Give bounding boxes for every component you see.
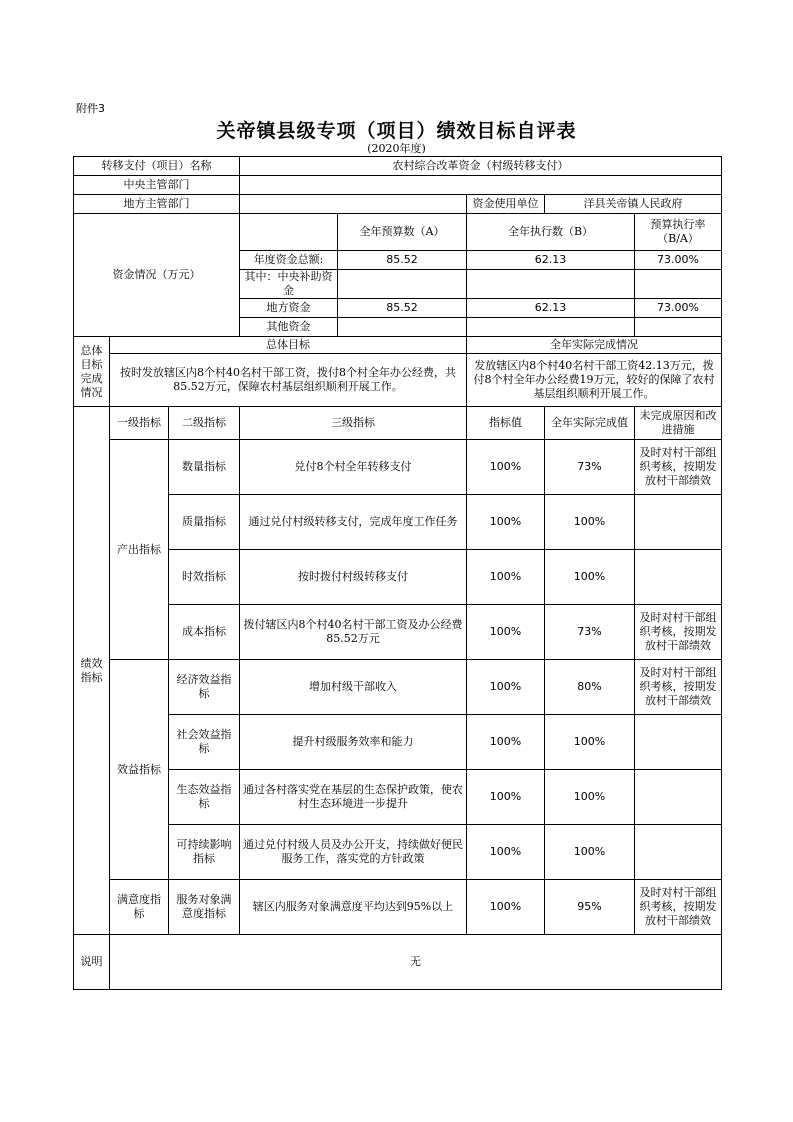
funds-row-budget: 85.52 (338, 251, 467, 270)
indicators-header-level1: 一级指标 (110, 407, 169, 440)
indicator-reason (635, 825, 722, 880)
funds-header-budget: 全年预算数（A） (338, 214, 467, 251)
goals-actual-header: 全年实际完成情况 (467, 337, 722, 354)
goals-actual-text: 发放辖区内8个村40名村干部工资42.13万元，拨付8个村全年办公经费19万元，较好的保障了农村基层组织顺利开展工作。 (467, 354, 722, 407)
indicator-reason: 及时对村干部组织考核，按期发放村干部绩效 (635, 440, 722, 495)
group-benefit: 效益指标 (110, 660, 169, 880)
indicator-target: 100% (467, 880, 545, 935)
indicator-level2: 质量指标 (169, 495, 240, 550)
indicator-target: 100% (467, 495, 545, 550)
indicator-level3: 拨付辖区内8个村40名村干部工资及办公经费85.52万元 (240, 605, 467, 660)
indicator-target: 100% (467, 605, 545, 660)
indicator-target: 100% (467, 660, 545, 715)
page-title: 关帝镇县级专项（项目）绩效目标自评表 (216, 120, 577, 142)
group-satisfaction: 满意度指标 (110, 880, 169, 935)
indicator-reason (635, 495, 722, 550)
indicator-target: 100% (467, 715, 545, 770)
indicator-actual: 100% (545, 550, 635, 605)
local-dept-label: 地方主管部门 (74, 195, 240, 214)
indicators-header-actual: 全年实际完成值 (545, 407, 635, 440)
funds-row-exec (467, 270, 635, 299)
funds-row-rate: 73.00% (635, 299, 722, 318)
funds-row-budget (338, 270, 467, 299)
notes-value: 无 (110, 935, 722, 990)
indicators-header-level3: 三级指标 (240, 407, 467, 440)
indicators-header-target: 指标值 (467, 407, 545, 440)
indicator-target: 100% (467, 770, 545, 825)
indicator-target: 100% (467, 550, 545, 605)
local-dept-value (240, 195, 467, 214)
goals-side-label: 总体目标完成情况 (74, 337, 110, 407)
indicator-level2: 可持续影响指标 (169, 825, 240, 880)
indicator-level3: 兑付8个村全年转移支付 (240, 440, 467, 495)
indicator-actual: 73% (545, 605, 635, 660)
indicator-level3: 通过兑付村级转移支付，完成年度工作任务 (240, 495, 467, 550)
indicators-side-label: 绩效指标 (74, 407, 110, 935)
indicator-reason: 及时对村干部组织考核，按期发放村干部绩效 (635, 880, 722, 935)
report-year: (2020年度) (367, 142, 426, 155)
funds-row-label: 其中：中央补助资金 (240, 270, 338, 299)
group-output: 产出指标 (110, 440, 169, 660)
indicator-target: 100% (467, 440, 545, 495)
user-unit-value: 洋县关帝镇人民政府 (545, 195, 722, 214)
indicator-level2: 社会效益指标 (169, 715, 240, 770)
funds-row-exec (467, 318, 635, 337)
goals-overall-header: 总体目标 (110, 337, 467, 354)
project-name-label: 转移支付（项目）名称 (74, 157, 240, 176)
indicator-level2: 成本指标 (169, 605, 240, 660)
indicator-level2: 经济效益指标 (169, 660, 240, 715)
indicator-actual: 100% (545, 715, 635, 770)
user-unit-label: 资金使用单位 (467, 195, 545, 214)
indicator-actual: 100% (545, 495, 635, 550)
indicator-level3: 通过各村落实党在基层的生态保护政策，使农村生态环境进一步提升 (240, 770, 467, 825)
goals-overall-text: 按时发放辖区内8个村40名村干部工资，拨付8个村全年办公经费，共85.52万元，保障农村基层组织顺利开展工作。 (110, 354, 467, 407)
attachment-label: 附件3 (76, 102, 105, 115)
funds-row-label: 地方资金 (240, 299, 338, 318)
funds-row-label: 年度资金总额: (240, 251, 338, 270)
funds-row-budget: 85.52 (338, 299, 467, 318)
indicators-header-level2: 二级指标 (169, 407, 240, 440)
funds-header-blank (240, 214, 338, 251)
indicator-actual: 100% (545, 825, 635, 880)
funds-row-label: 其他资金 (240, 318, 338, 337)
project-name-value: 农村综合改革资金（村级转移支付） (240, 157, 722, 176)
indicator-reason (635, 550, 722, 605)
indicator-actual: 80% (545, 660, 635, 715)
central-dept-value (240, 176, 722, 195)
indicator-reason (635, 770, 722, 825)
indicator-level2: 时效指标 (169, 550, 240, 605)
indicator-actual: 100% (545, 770, 635, 825)
indicator-level2: 生态效益指标 (169, 770, 240, 825)
indicator-level3: 辖区内服务对象满意度平均达到95%以上 (240, 880, 467, 935)
indicator-reason: 及时对村干部组织考核，按期发放村干部绩效 (635, 660, 722, 715)
indicator-level2: 数量指标 (169, 440, 240, 495)
indicator-level2: 服务对象满意度指标 (169, 880, 240, 935)
funds-row-rate: 73.00% (635, 251, 722, 270)
indicator-reason: 及时对村干部组织考核，按期发放村干部绩效 (635, 605, 722, 660)
indicators-header-reason: 未完成原因和改进措施 (635, 407, 722, 440)
indicator-level3: 通过兑付村级人员及办公开支，持续做好便民服务工作，落实党的方针政策 (240, 825, 467, 880)
evaluation-table (73, 156, 722, 990)
funds-row-rate (635, 318, 722, 337)
funds-row-budget (338, 318, 467, 337)
indicator-target: 100% (467, 825, 545, 880)
funds-row-rate (635, 270, 722, 299)
funds-header-rate: 预算执行率（B/A） (635, 214, 722, 251)
notes-label: 说明 (74, 935, 110, 990)
funds-label: 资金情况（万元） (74, 214, 240, 337)
funds-row-exec: 62.13 (467, 251, 635, 270)
central-dept-label: 中央主管部门 (74, 176, 240, 195)
funds-row-exec: 62.13 (467, 299, 635, 318)
indicator-actual: 73% (545, 440, 635, 495)
indicator-level3: 按时拨付村级转移支付 (240, 550, 467, 605)
indicator-actual: 95% (545, 880, 635, 935)
funds-header-exec: 全年执行数（B） (467, 214, 635, 251)
indicator-level3: 提升村级服务效率和能力 (240, 715, 467, 770)
indicator-reason (635, 715, 722, 770)
indicator-level3: 增加村级干部收入 (240, 660, 467, 715)
